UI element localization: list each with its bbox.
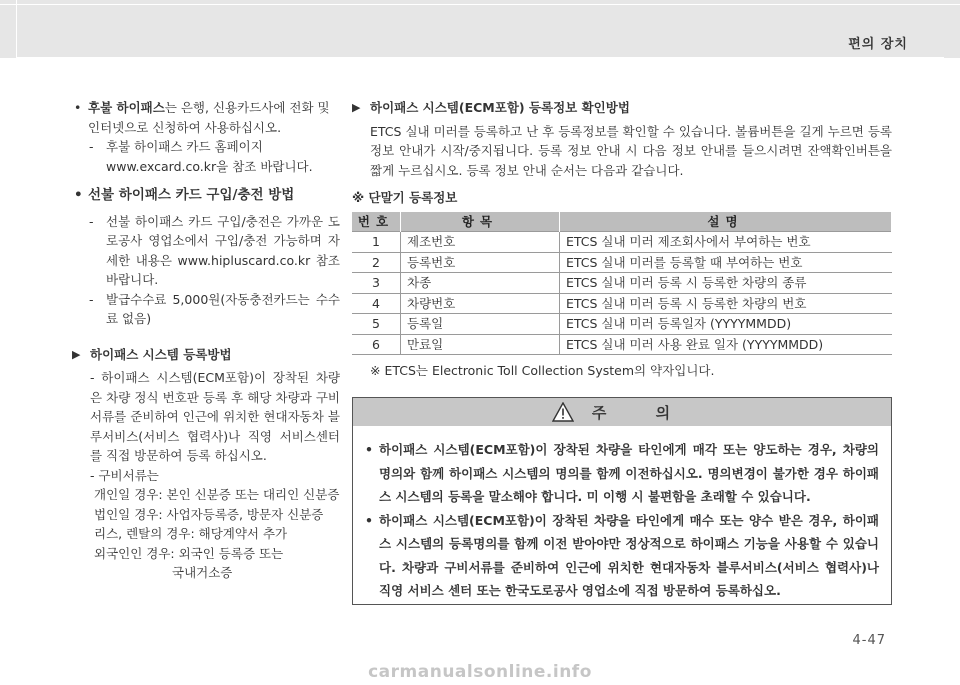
- prepaid-fee-text: - 발급수수료 5,000원(자동충전카드는 수수료 없음): [72, 290, 340, 329]
- warning-triangle-icon: [552, 402, 574, 422]
- row-number: 5: [352, 314, 401, 335]
- caution-label: 주 의: [591, 403, 693, 422]
- caution-item-transfer: • 하이패스 시스템(ECM포함)이 장착된 차량을 타인에게 매각 또는 양도하는 경우, 차량의 명의와 함께 하이패스 시스템의 명의를 함께 이전하십시오. 명의변경이 불가한 경우 하이패스 시스템의 등록을 말소해야 합니다. 미 이행 시 불편함을 초래할 수 있습니다.: [363, 438, 879, 509]
- page-header: [0, 0, 960, 58]
- row-desc: ETCS 실내 미러 등록일자 (YYYYMMDD): [560, 314, 892, 335]
- prepaid-purchase-text: - 선불 하이패스 카드 구입/충전은 가까운 도로공사 영업소에서 구입/충전 가능하며 자세한 내용은 www.hipluscard.co.kr 참조바랍니다.: [72, 212, 340, 290]
- table-row: [352, 273, 892, 294]
- caution-body: [353, 426, 891, 603]
- left-column: [72, 98, 340, 583]
- row-number: 4: [352, 293, 401, 314]
- registration-method-text: - 하이패스 시스템(ECM포함)이 장착된 차량은 차량 정식 번호판 등록 후 해당 차량과 구비 서류를 준비하여 인근에 위치한 현대자동차 블루서비스(서비스 협력사)나 직영 서비스센터를 직접 방문하여 등록 하십시오.: [90, 370, 340, 463]
- table-header-item: 항목: [401, 212, 560, 232]
- row-number: 3: [352, 273, 401, 294]
- row-item: 제조번호: [401, 232, 560, 253]
- table-row: [352, 314, 892, 335]
- right-column: [352, 98, 892, 381]
- postpaid-homepage: [72, 137, 340, 176]
- device-info-title: ※ 단말기 등록정보: [352, 190, 458, 205]
- row-item: 차량번호: [401, 293, 560, 314]
- required-doc-individual: 개인일 경우: 본인 신분증 또는 대리인 신분증: [94, 487, 340, 502]
- section-title: 편의 장치: [848, 37, 908, 52]
- postpaid-bullet: [72, 98, 340, 137]
- row-item: 차종: [401, 273, 560, 294]
- header-left-rule: [16, 0, 17, 58]
- row-item: 등록일: [401, 314, 560, 335]
- check-info-text: ETCS 실내 미러를 등록하고 난 후 등록정보를 확인할 수 있습니다. 볼륨버튼을 길게 누르면 등록 정보 안내가 시작/중지됩니다. 등록 정보 안내 시 다음 정보 안내를 들으시려면 잔액확인버튼을 짧게 누르십시오. 등록 정보 안내 순서는 다음과 같습니다.: [370, 123, 892, 178]
- row-item: 등록번호: [401, 252, 560, 273]
- header-bottom-rule: [16, 57, 944, 58]
- device-info-table: [352, 212, 892, 356]
- required-doc-foreigner: 외국인인 경우: 외국인 등록증 또는: [94, 545, 284, 561]
- postpaid-homepage-line1: - 후불 하이패스 카드 홈페이지: [106, 139, 263, 154]
- required-doc-corporate: 법인일 경우: 사업자등록증, 방문자 신분증: [94, 506, 324, 522]
- table-header-desc: 설명: [560, 212, 892, 232]
- table-row: [352, 232, 892, 253]
- postpaid-homepage-line2: www.excard.co.kr을 참조 바랍니다.: [106, 158, 313, 174]
- row-number: 1: [352, 232, 401, 253]
- row-item: 만료일: [401, 334, 560, 355]
- prepaid-bullet: • 선불 하이패스 카드 구입/충전 방법: [72, 186, 340, 206]
- header-rule: [0, 4, 960, 5]
- table-row: [352, 252, 892, 273]
- required-doc-foreigner-cont: 국내거소증: [172, 565, 233, 580]
- watermark-text: carmanualsonline.info: [368, 662, 592, 682]
- row-number: 2: [352, 252, 401, 273]
- check-info-title: ▶ 하이패스 시스템(ECM포함) 등록정보 확인방법: [352, 98, 892, 118]
- caution-item-purchase: • 하이패스 시스템(ECM포함)이 장착된 차량을 타인에게 매수 또는 양수 받은 경우, 하이패스 시스템의 등록명의를 함께 이전 받아야만 정상적으로 하이패스 기능을 사용할 수 있습니다. 차량과 구비서류를 준비하여 인근에 위치한 현대자동차 블루서비스(서비스 협력사)나 직영 서비스 센터 또는 한국도로공사 영업소에 직접 방문하여 등록하십오.: [363, 509, 879, 603]
- postpaid-text: 는 은행, 신용카드사에 전화 및 인터넷으로 신청하여 사용하십시오.: [88, 100, 330, 135]
- postpaid-lead: 후불 하이패스: [88, 100, 165, 115]
- table-row: [352, 293, 892, 314]
- row-desc: ETCS 실내 미러 등록 시 등록한 차량의 번호: [560, 293, 892, 314]
- required-docs-title: - 구비서류는: [90, 467, 159, 483]
- table-header-number: 번호: [352, 212, 401, 232]
- required-doc-lease: 리스, 렌탈의 경우: 해당계약서 추가: [94, 526, 288, 541]
- caution-box: [352, 397, 892, 605]
- etcs-footnote: ※ ETCS는 Electronic Toll Collection System의 약자입니다.: [370, 363, 715, 378]
- registration-method-title: ▶ 하이패스 시스템 등록방법: [72, 345, 340, 365]
- caution-header: [353, 398, 891, 426]
- row-desc: ETCS 실내 미러를 등록할 때 부여하는 번호: [560, 252, 892, 273]
- page-number: 4-47: [852, 633, 886, 648]
- row-desc: ETCS 실내 미러 사용 완료 일자 (YYYYMMDD): [560, 334, 892, 355]
- row-number: 6: [352, 334, 401, 355]
- table-row: [352, 334, 892, 355]
- row-desc: ETCS 실내 미러 등록 시 등록한 차량의 종류: [560, 273, 892, 294]
- row-desc: ETCS 실내 미러 제조회사에서 부여하는 번호: [560, 232, 892, 253]
